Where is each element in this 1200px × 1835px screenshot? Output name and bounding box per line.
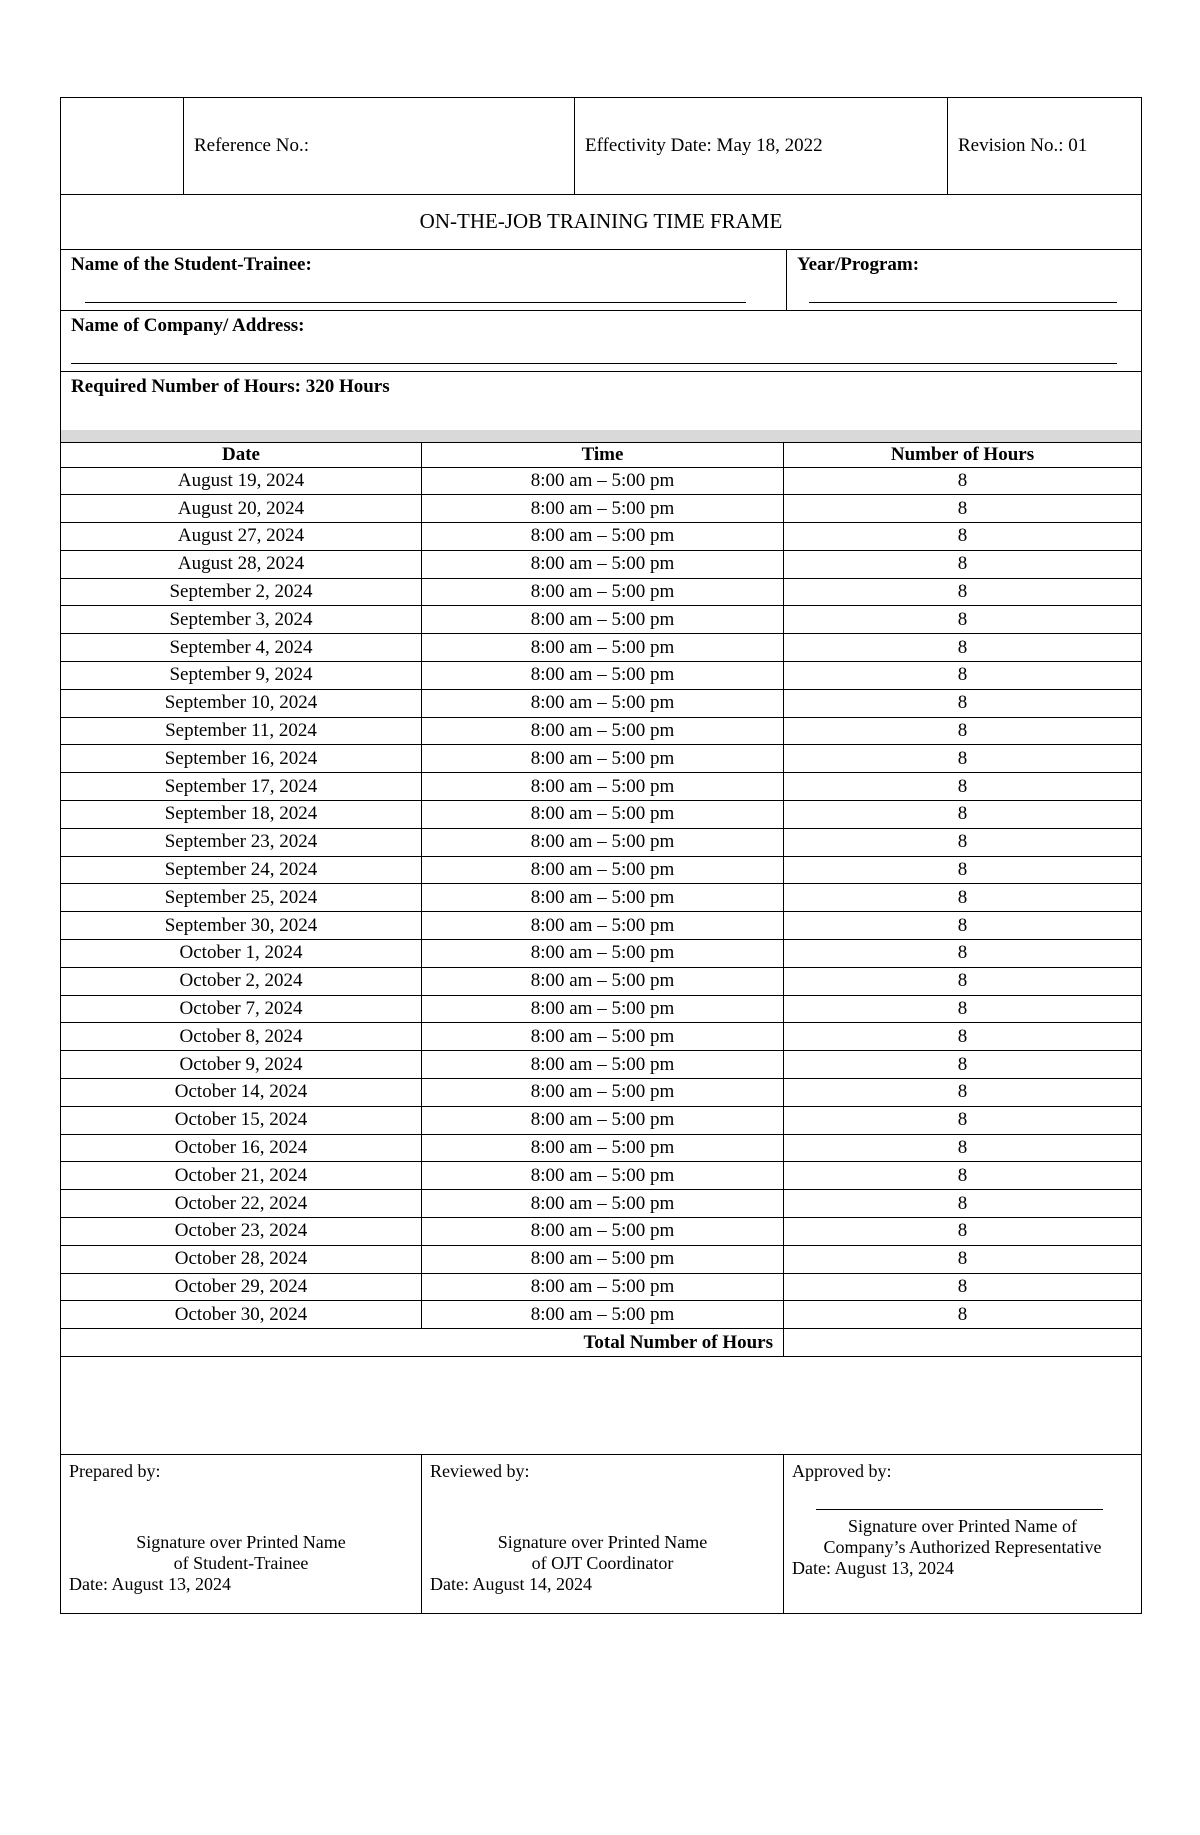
hours-cell: 8 — [784, 523, 1142, 551]
time-cell: 8:00 am – 5:00 pm — [422, 634, 784, 662]
form-title: ON-THE-JOB TRAINING TIME FRAME — [61, 194, 1142, 249]
year-program-label: Year/Program: — [797, 253, 920, 275]
date-cell: September 23, 2024 — [61, 828, 422, 856]
hours-cell: 8 — [784, 1051, 1142, 1079]
prepared-by — [61, 1455, 422, 1614]
hours-cell: 8 — [784, 495, 1142, 523]
date-cell: October 14, 2024 — [61, 1079, 422, 1107]
reviewed-date: Date: August 14, 2024 — [430, 1574, 592, 1595]
table-row — [61, 467, 1142, 495]
table-row — [61, 801, 1142, 829]
prepared-date: Date: August 13, 2024 — [69, 1574, 231, 1595]
hours-cell: 8 — [784, 1023, 1142, 1051]
hours-cell: 8 — [784, 1134, 1142, 1162]
approved-date: Date: August 13, 2024 — [792, 1558, 954, 1579]
form-fields — [60, 194, 1142, 430]
date-cell: October 23, 2024 — [61, 1218, 422, 1246]
table-row — [61, 856, 1142, 884]
time-cell: 8:00 am – 5:00 pm — [422, 912, 784, 940]
date-cell: October 7, 2024 — [61, 995, 422, 1023]
time-cell: 8:00 am – 5:00 pm — [422, 801, 784, 829]
hours-cell: 8 — [784, 1079, 1142, 1107]
form-header — [60, 97, 1142, 195]
time-cell: 8:00 am – 5:00 pm — [422, 1190, 784, 1218]
time-cell: 8:00 am – 5:00 pm — [422, 856, 784, 884]
time-cell: 8:00 am – 5:00 pm — [422, 606, 784, 634]
time-cell: 8:00 am – 5:00 pm — [422, 1301, 784, 1329]
time-cell: 8:00 am – 5:00 pm — [422, 745, 784, 773]
student-name-line[interactable] — [85, 302, 746, 303]
table-row — [61, 495, 1142, 523]
hours-cell: 8 — [784, 550, 1142, 578]
hours-cell: 8 — [784, 467, 1142, 495]
table-row — [61, 1134, 1142, 1162]
table-row — [61, 634, 1142, 662]
time-cell: 8:00 am – 5:00 pm — [422, 773, 784, 801]
date-cell: October 15, 2024 — [61, 1106, 422, 1134]
hours-cell: 8 — [784, 606, 1142, 634]
reviewed-line1: Signature over Printed Name — [497, 1532, 708, 1553]
table-row — [61, 967, 1142, 995]
reference-no: Reference No.: — [184, 98, 575, 195]
table-row — [61, 995, 1142, 1023]
hours-cell: 8 — [784, 717, 1142, 745]
table-row — [61, 689, 1142, 717]
required-hours — [61, 371, 1142, 430]
hours-cell: 8 — [784, 1245, 1142, 1273]
table-row — [61, 523, 1142, 551]
time-cell: 8:00 am – 5:00 pm — [422, 550, 784, 578]
date-cell: October 9, 2024 — [61, 1051, 422, 1079]
hours-cell: 8 — [784, 1162, 1142, 1190]
hours-cell: 8 — [784, 1106, 1142, 1134]
date-cell: September 25, 2024 — [61, 884, 422, 912]
ojt-form — [60, 97, 1142, 1614]
time-cell: 8:00 am – 5:00 pm — [422, 995, 784, 1023]
time-cell: 8:00 am – 5:00 pm — [422, 828, 784, 856]
hours-cell: 8 — [784, 578, 1142, 606]
time-cell: 8:00 am – 5:00 pm — [422, 1023, 784, 1051]
date-cell: September 9, 2024 — [61, 662, 422, 690]
date-cell: August 20, 2024 — [61, 495, 422, 523]
hours-cell: 8 — [784, 689, 1142, 717]
time-cell: 8:00 am – 5:00 pm — [422, 523, 784, 551]
time-cell: 8:00 am – 5:00 pm — [422, 1051, 784, 1079]
col-time: Time — [422, 442, 784, 467]
prepared-label: Prepared by: — [69, 1461, 161, 1482]
hours-cell: 8 — [784, 634, 1142, 662]
table-row — [61, 1079, 1142, 1107]
required-hours-label: Required Number of Hours: 320 Hours — [71, 375, 390, 397]
student-name-field — [61, 249, 787, 310]
table-row — [61, 940, 1142, 968]
time-cell: 8:00 am – 5:00 pm — [422, 662, 784, 690]
hours-cell: 8 — [784, 801, 1142, 829]
date-cell: September 10, 2024 — [61, 689, 422, 717]
approved-signature-line[interactable] — [816, 1509, 1103, 1510]
date-cell: October 30, 2024 — [61, 1301, 422, 1329]
hours-cell: 8 — [784, 856, 1142, 884]
date-cell: September 11, 2024 — [61, 717, 422, 745]
table-row — [61, 1023, 1142, 1051]
hours-cell: 8 — [784, 773, 1142, 801]
approved-line1: Signature over Printed Name of — [848, 1516, 1077, 1537]
table-row — [61, 1301, 1142, 1329]
time-table — [60, 442, 1142, 1358]
blank-area — [60, 1357, 1142, 1454]
time-cell: 8:00 am – 5:00 pm — [422, 717, 784, 745]
table-row — [61, 1190, 1142, 1218]
signature-block — [60, 1454, 1142, 1614]
time-cell: 8:00 am – 5:00 pm — [422, 1218, 784, 1246]
time-cell: 8:00 am – 5:00 pm — [422, 689, 784, 717]
hours-cell: 8 — [784, 995, 1142, 1023]
table-row — [61, 1273, 1142, 1301]
date-cell: October 1, 2024 — [61, 940, 422, 968]
prepared-line1: Signature over Printed Name — [136, 1532, 346, 1553]
hours-cell: 8 — [784, 912, 1142, 940]
company-field — [61, 310, 1142, 371]
table-row — [61, 884, 1142, 912]
hours-cell: 8 — [784, 745, 1142, 773]
revision-no: Revision No.: 01 — [948, 98, 1142, 195]
time-cell: 8:00 am – 5:00 pm — [422, 1134, 784, 1162]
table-row — [61, 773, 1142, 801]
date-cell: October 8, 2024 — [61, 1023, 422, 1051]
time-cell: 8:00 am – 5:00 pm — [422, 1079, 784, 1107]
table-row — [61, 1051, 1142, 1079]
time-cell: 8:00 am – 5:00 pm — [422, 1106, 784, 1134]
year-program-field — [787, 249, 1142, 310]
hours-cell: 8 — [784, 884, 1142, 912]
hours-cell: 8 — [784, 967, 1142, 995]
time-cell: 8:00 am – 5:00 pm — [422, 467, 784, 495]
student-name-label: Name of the Student-Trainee: — [71, 253, 312, 275]
date-cell: September 17, 2024 — [61, 773, 422, 801]
hours-cell: 8 — [784, 1218, 1142, 1246]
table-row — [61, 578, 1142, 606]
table-row — [61, 1218, 1142, 1246]
hours-cell: 8 — [784, 828, 1142, 856]
time-cell: 8:00 am – 5:00 pm — [422, 578, 784, 606]
hours-cell: 8 — [784, 1273, 1142, 1301]
date-cell: September 24, 2024 — [61, 856, 422, 884]
col-hours: Number of Hours — [784, 442, 1142, 467]
table-row — [61, 912, 1142, 940]
date-cell: October 29, 2024 — [61, 1273, 422, 1301]
reviewed-by — [422, 1455, 784, 1614]
date-cell: August 19, 2024 — [61, 467, 422, 495]
total-label: Total Number of Hours — [61, 1329, 784, 1357]
prepared-line2: of Student-Trainee — [173, 1553, 309, 1574]
date-cell: September 3, 2024 — [61, 606, 422, 634]
company-line[interactable] — [71, 363, 1117, 364]
table-row — [61, 717, 1142, 745]
date-cell: October 22, 2024 — [61, 1190, 422, 1218]
reviewed-label: Reviewed by: — [430, 1461, 530, 1482]
table-row — [61, 828, 1142, 856]
time-cell: 8:00 am – 5:00 pm — [422, 495, 784, 523]
hours-cell: 8 — [784, 1190, 1142, 1218]
total-value[interactable] — [784, 1329, 1142, 1357]
date-cell: September 18, 2024 — [61, 801, 422, 829]
effectivity-date: Effectivity Date: May 18, 2022 — [575, 98, 948, 195]
table-row — [61, 745, 1142, 773]
table-row — [61, 1162, 1142, 1190]
logo-cell — [61, 98, 184, 195]
date-cell: August 28, 2024 — [61, 550, 422, 578]
date-cell: September 4, 2024 — [61, 634, 422, 662]
date-cell: October 28, 2024 — [61, 1245, 422, 1273]
table-row — [61, 662, 1142, 690]
time-cell: 8:00 am – 5:00 pm — [422, 1162, 784, 1190]
approved-label: Approved by: — [792, 1461, 892, 1482]
date-cell: September 2, 2024 — [61, 578, 422, 606]
reviewed-line2: of OJT Coordinator — [531, 1553, 674, 1574]
table-row — [61, 606, 1142, 634]
date-cell: September 16, 2024 — [61, 745, 422, 773]
hours-cell: 8 — [784, 662, 1142, 690]
date-cell: August 27, 2024 — [61, 523, 422, 551]
time-cell: 8:00 am – 5:00 pm — [422, 940, 784, 968]
time-cell: 8:00 am – 5:00 pm — [422, 967, 784, 995]
company-label: Name of Company/ Address: — [71, 314, 305, 336]
date-cell: September 30, 2024 — [61, 912, 422, 940]
table-row — [61, 1106, 1142, 1134]
shaded-band — [60, 430, 1142, 442]
hours-cell: 8 — [784, 940, 1142, 968]
col-date: Date — [61, 442, 422, 467]
time-cell: 8:00 am – 5:00 pm — [422, 1245, 784, 1273]
date-cell: October 2, 2024 — [61, 967, 422, 995]
table-row — [61, 1245, 1142, 1273]
table-row — [61, 550, 1142, 578]
date-cell: October 21, 2024 — [61, 1162, 422, 1190]
date-cell: October 16, 2024 — [61, 1134, 422, 1162]
approved-line2: Company’s Authorized Representative — [823, 1537, 1102, 1558]
time-cell: 8:00 am – 5:00 pm — [422, 1273, 784, 1301]
hours-cell: 8 — [784, 1301, 1142, 1329]
year-program-line[interactable] — [809, 302, 1117, 303]
approved-by — [784, 1455, 1142, 1614]
time-cell: 8:00 am – 5:00 pm — [422, 884, 784, 912]
